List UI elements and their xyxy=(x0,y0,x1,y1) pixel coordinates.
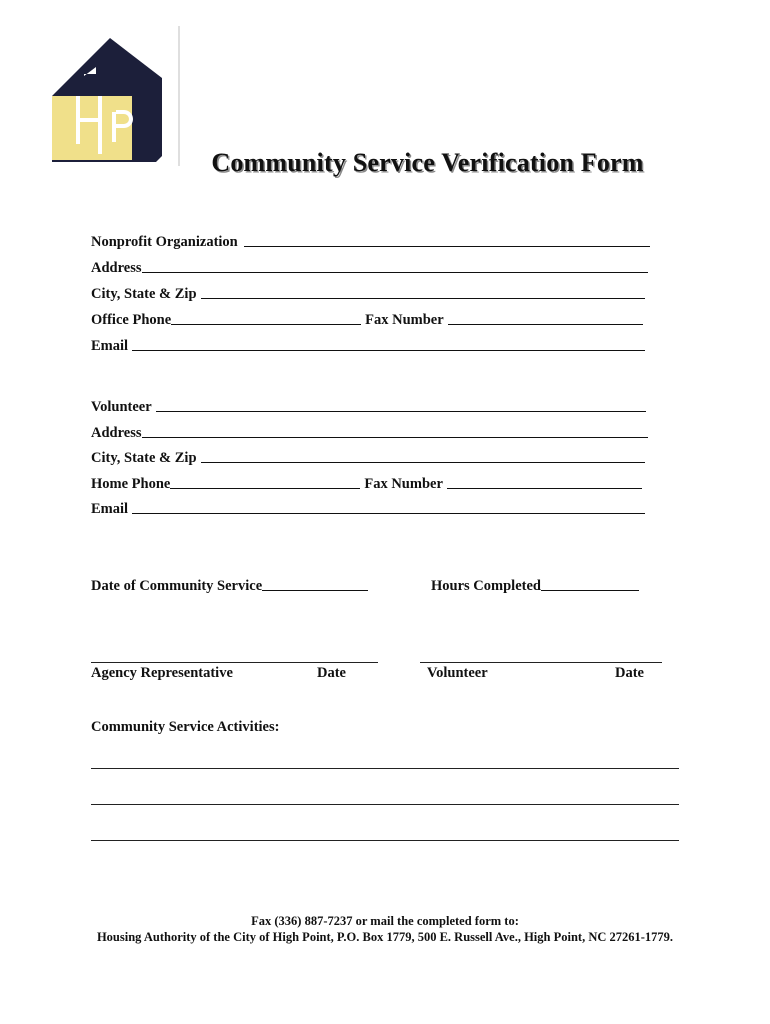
activities-line-1[interactable] xyxy=(91,768,679,769)
agency-date-label: Date xyxy=(317,665,346,681)
org-email-label: Email xyxy=(91,338,129,354)
org-fax-label: Fax Number xyxy=(365,312,444,328)
activities-line-3[interactable] xyxy=(91,840,679,841)
org-city-field[interactable] xyxy=(201,298,645,299)
org-phone-row xyxy=(91,308,643,328)
vol-phone-label: Home Phone xyxy=(91,476,171,492)
volunteer-date-label: Date xyxy=(615,665,644,681)
vol-phone-row xyxy=(91,472,642,492)
vol-city-row xyxy=(91,446,645,466)
hours-row xyxy=(431,574,639,594)
vol-city-field[interactable] xyxy=(201,462,645,463)
service-date-row xyxy=(91,574,368,594)
agency-signature-line[interactable] xyxy=(91,662,378,663)
vol-email-label: Email xyxy=(91,501,129,517)
org-city-label: City, State & Zip xyxy=(91,286,197,302)
service-date-field[interactable] xyxy=(262,590,368,591)
org-fax-field[interactable] xyxy=(448,324,643,325)
activities-label: Community Service Activities: xyxy=(91,719,280,735)
volunteer-signature-label: Volunteer xyxy=(427,665,488,681)
vol-name-field[interactable] xyxy=(156,411,646,412)
org-email-field[interactable] xyxy=(132,350,645,351)
vol-address-row xyxy=(91,421,648,441)
org-city-row xyxy=(91,282,645,302)
footer-address-line: Housing Authority of the City of High Point, P.O. Box 1779, 500 E. Russell Ave., High Point, NC 27261-1779. xyxy=(96,930,674,944)
vol-fax-label: Fax Number xyxy=(364,476,443,492)
footer-fax-line: Fax (336) 887-7237 or mail the completed form to: xyxy=(251,914,519,928)
hours-field[interactable] xyxy=(541,590,639,591)
org-name-row xyxy=(91,230,650,250)
org-email-row xyxy=(91,334,645,354)
org-name-label: Nonprofit Organization xyxy=(91,234,238,250)
org-address-field[interactable] xyxy=(142,272,648,273)
org-address-row xyxy=(91,256,648,276)
org-phone-label: Office Phone xyxy=(91,312,172,328)
agency-rep-label: Agency Representative xyxy=(91,665,233,681)
vol-name-label: Volunteer xyxy=(91,399,152,415)
org-phone-field[interactable] xyxy=(171,324,361,325)
activities-line-2[interactable] xyxy=(91,804,679,805)
vol-address-label: Address xyxy=(91,425,142,441)
org-address-label: Address xyxy=(91,260,142,276)
vol-fax-field[interactable] xyxy=(447,488,642,489)
volunteer-signature-line[interactable] xyxy=(420,662,662,663)
footer xyxy=(0,913,770,945)
vol-address-field[interactable] xyxy=(142,437,648,438)
vol-city-label: City, State & Zip xyxy=(91,450,197,466)
vol-email-field[interactable] xyxy=(132,513,645,514)
hours-label: Hours Completed xyxy=(431,578,541,594)
vol-phone-field[interactable] xyxy=(170,488,360,489)
vol-name-row xyxy=(91,395,646,415)
vol-email-row xyxy=(91,497,645,517)
service-date-label: Date of Community Service xyxy=(91,578,263,594)
page-title: Community Service Verification Form xyxy=(211,148,644,177)
org-name-field[interactable] xyxy=(244,246,650,247)
